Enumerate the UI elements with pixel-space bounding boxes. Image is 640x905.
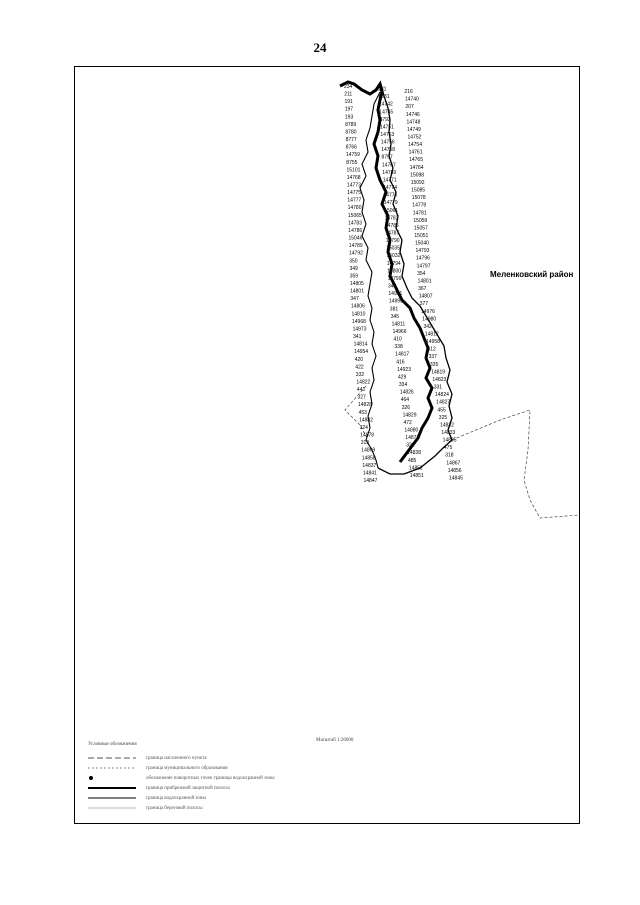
point-label: 14783 — [348, 220, 363, 227]
point-label: 15057 — [413, 225, 428, 232]
point-label: 14817 — [395, 351, 410, 358]
point-label: 15059 — [413, 217, 428, 224]
point-label: 14833 — [441, 430, 456, 436]
point-label: 14765 — [409, 157, 424, 164]
point-label: 15061 — [384, 207, 399, 214]
point-label: 14968 — [352, 318, 366, 325]
legend-text: граница прибрежной защитной полосы — [146, 785, 230, 791]
point-label: 14810 — [351, 311, 366, 318]
point-label: 8777 — [345, 137, 357, 143]
point-label: 485 — [408, 457, 417, 464]
legend-text: граница водоохранной зоны — [146, 795, 206, 801]
legend-sample-shore-strip — [88, 804, 136, 812]
point-label: 207 — [405, 104, 414, 111]
point-label: 14845 — [449, 475, 463, 482]
point-label: 8792 — [379, 116, 391, 123]
point-label: 350 — [349, 258, 358, 265]
legend-sample-settlement — [88, 754, 136, 762]
point-label: 14869 — [361, 447, 376, 454]
legend-row — [88, 783, 388, 793]
point-label: 14878 — [360, 432, 375, 439]
legend-row — [88, 803, 388, 813]
point-label: 410 — [393, 336, 402, 343]
point-label: 14790 — [385, 238, 400, 245]
point-label: 8631 — [378, 94, 390, 101]
point-label: 475 — [443, 445, 453, 452]
point-label: 14767 — [381, 162, 396, 169]
point-label: 14871 — [405, 435, 420, 442]
point-label: 234 — [344, 84, 353, 90]
legend-text: граница береговой полосы — [146, 805, 203, 811]
point-label: 15098 — [410, 172, 425, 179]
point-label: 14752 — [407, 134, 422, 141]
point-label: 14764 — [409, 164, 424, 171]
point-label: 14847 — [363, 478, 378, 484]
point-label: 14837 — [362, 462, 377, 469]
point-label: 14754 — [408, 142, 423, 149]
point-label: 14782 — [384, 215, 399, 222]
point-label: 14768 — [346, 174, 361, 181]
point-label: 14756 — [380, 139, 395, 146]
point-label: 14880 — [404, 427, 419, 434]
legend-row — [88, 773, 388, 783]
point-label: 14823 — [432, 377, 447, 383]
point-label: 14800 — [387, 268, 402, 275]
point-label: 321 — [406, 442, 415, 449]
point-label: 14856 — [447, 467, 462, 474]
point-label: 319 — [360, 440, 370, 447]
point-label: 326 — [401, 404, 411, 411]
legend-row — [88, 793, 388, 803]
point-label: 359 — [349, 273, 359, 280]
point-label: 14826 — [399, 389, 414, 396]
point-label: 14827 — [436, 399, 451, 406]
point-label: 8780 — [345, 129, 357, 136]
point-label: 197 — [344, 106, 354, 113]
point-label: 14746 — [405, 111, 420, 118]
point-label: 14776 — [383, 192, 398, 199]
legend-sample-turning-point — [88, 774, 136, 782]
point-label: 367 — [418, 286, 427, 293]
point-label: 15101 — [346, 167, 361, 174]
point-label: 15032 — [386, 253, 401, 260]
point-label: 14748 — [406, 119, 421, 126]
point-label: 14829 — [402, 412, 417, 419]
point-label: 8757 — [381, 154, 393, 161]
point-label: 14793 — [415, 248, 430, 255]
point-label: 464 — [400, 397, 410, 404]
point-label: 14841 — [362, 470, 377, 477]
legend-text: обозначение поворотных точек границы водоохранной зоны — [146, 775, 275, 781]
point-label: 14781 — [412, 210, 427, 217]
point-label: 191 — [344, 99, 353, 106]
point-label: 14828 — [358, 402, 372, 409]
point-label: 14749 — [407, 126, 421, 133]
point-label: 14995 — [388, 298, 403, 305]
point-label: 14796 — [416, 255, 430, 262]
point-label: 14778 — [412, 202, 427, 209]
point-label: 349 — [349, 265, 358, 272]
point-label: 15035 — [386, 245, 401, 252]
point-label: 429 — [398, 374, 407, 381]
point-label: 348 — [388, 283, 397, 290]
district-label: Меленковский район — [490, 270, 574, 279]
point-label: 14851 — [409, 472, 424, 479]
point-label: 14771 — [382, 177, 397, 184]
point-label: 377 — [419, 301, 429, 308]
point-label: 14780 — [347, 205, 362, 212]
point-label: 14779 — [383, 200, 398, 207]
point-label: 14792 — [349, 250, 363, 257]
point-label: 14882 — [359, 417, 374, 424]
point-label: 14801 — [417, 278, 432, 285]
point-label: 345 — [390, 313, 400, 320]
point-label: 14838 — [407, 450, 422, 457]
point-label: 14777 — [347, 197, 362, 204]
point-label: 14973 — [352, 326, 367, 333]
point-label: 416 — [396, 359, 405, 366]
point-label: 453 — [358, 409, 367, 416]
point-label: 14819 — [431, 369, 446, 376]
point-label: 14814 — [353, 341, 368, 348]
point-label: 412 — [427, 346, 436, 353]
point-label: 14812 — [424, 331, 439, 338]
page-number: 24 — [313, 40, 327, 55]
point-label: 14758 — [381, 147, 396, 154]
point-label: 331 — [433, 384, 443, 391]
point-label: 15046 — [348, 235, 363, 242]
point-label: 14835 — [442, 437, 457, 444]
point-label: 14958 — [426, 339, 441, 346]
point-label: 8755 — [346, 159, 358, 166]
point-label: 15040 — [415, 240, 429, 247]
point-label: 14789 — [348, 243, 363, 250]
point-label: 14801 — [350, 288, 365, 295]
point-label: 354 — [417, 270, 426, 277]
point-label: 216 — [404, 89, 413, 96]
point-label: 14761 — [408, 149, 423, 156]
point-label: 14799 — [387, 275, 402, 282]
point-label: 15051 — [414, 233, 429, 239]
legend-row — [88, 763, 388, 773]
point-label: 14794 — [386, 260, 401, 267]
point-label: 327 — [357, 394, 366, 401]
point-labels — [344, 84, 463, 484]
point-label: 332 — [355, 371, 365, 378]
point-label: 325 — [438, 414, 448, 421]
point-label: 14769 — [382, 169, 397, 176]
point-label: 441 — [356, 387, 366, 394]
point-label: 14787 — [385, 230, 400, 237]
point-label: 14775 — [347, 190, 362, 197]
point-label: 14807 — [418, 293, 433, 300]
point-label: 14976 — [421, 308, 435, 315]
point-label: 14824 — [435, 392, 449, 399]
point-label: 8766 — [345, 144, 357, 151]
point-label: 211 — [344, 91, 353, 98]
point-label: 15065 — [347, 212, 362, 219]
district-boundary — [452, 410, 580, 518]
point-label: 14966 — [392, 329, 407, 335]
point-label: 337 — [428, 354, 437, 361]
legend — [88, 742, 388, 813]
point-label: 422 — [355, 364, 364, 371]
point-label: 193 — [344, 114, 354, 121]
point-label: 14740 — [404, 96, 419, 103]
legend-title: Условные обозначения — [88, 742, 137, 747]
point-label: 14805 — [349, 281, 364, 287]
point-label: 14751 — [380, 124, 394, 131]
legend-sample-coastal-strip — [88, 784, 136, 792]
point-label: 15078 — [411, 195, 426, 202]
point-label: 14745 — [379, 109, 394, 116]
point-label: 14759 — [346, 152, 360, 159]
point-label: 14858 — [361, 455, 376, 462]
point-label: 14980 — [422, 316, 437, 323]
point-label: 342 — [423, 323, 432, 330]
point-label: 14867 — [446, 460, 461, 467]
legend-text: граница муниципального образования — [146, 765, 228, 771]
point-label: 14785 — [384, 222, 399, 229]
point-label: 14954 — [354, 349, 369, 356]
point-label: 14742 — [378, 101, 393, 108]
point-label: 324 — [359, 425, 368, 431]
point-label: 381 — [389, 306, 399, 313]
point-label: 338 — [394, 344, 403, 351]
legend-row — [88, 753, 388, 763]
point-label: 15092 — [410, 180, 425, 186]
point-label: 8789 — [345, 121, 357, 128]
point-label: 14753 — [380, 132, 395, 138]
point-label: 15085 — [411, 187, 426, 194]
map-scale: Масштаб 1:26000 — [316, 738, 354, 743]
point-label: 14923 — [397, 366, 412, 373]
point-label: 231 — [378, 86, 387, 93]
point-label: 14786 — [348, 228, 363, 234]
point-label: 14773 — [347, 182, 361, 189]
point-label: 472 — [403, 419, 412, 426]
point-label: 14774 — [383, 185, 398, 191]
point-label: 14822 — [356, 379, 371, 386]
point-label: 14852 — [408, 465, 423, 472]
point-label: 14806 — [350, 303, 365, 310]
point-label: 334 — [398, 382, 408, 388]
legend-text: граница населенного пункта — [146, 755, 207, 761]
point-label: 318 — [445, 452, 454, 459]
point-label: 335 — [429, 361, 439, 368]
point-label: 420 — [354, 356, 364, 363]
legend-sample-protection-zone — [88, 794, 136, 802]
point-label: 341 — [353, 334, 362, 340]
point-label: 455 — [437, 407, 446, 414]
point-label: 14832 — [440, 422, 455, 429]
point-label: 14797 — [416, 263, 431, 270]
point-label: 347 — [350, 296, 359, 303]
legend-sample-municipal — [88, 764, 136, 772]
point-label: 14811 — [391, 321, 406, 328]
point-label: 14991 — [388, 291, 403, 298]
